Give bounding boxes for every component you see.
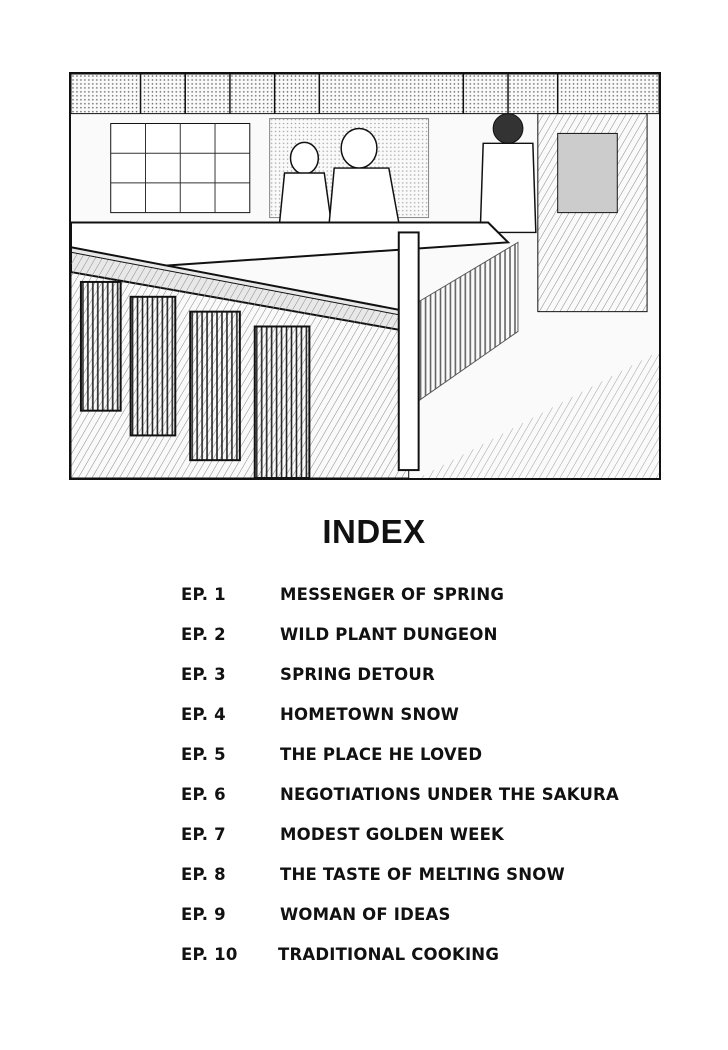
episode-title: THE PLACE HE LOVED <box>280 745 483 764</box>
episode-number: EP. 2 <box>181 625 226 644</box>
episode-number: EP. 10 <box>181 945 238 964</box>
episode-title: SPRING DETOUR <box>280 665 435 684</box>
index-heading: INDEX <box>322 513 426 550</box>
episode-title: MODEST GOLDEN WEEK <box>280 825 505 844</box>
episode-number: EP. 1 <box>181 585 226 604</box>
episode-title: MESSENGER OF SPRING <box>280 585 505 604</box>
episode-number: EP. 5 <box>181 745 226 764</box>
episode-number: EP. 8 <box>181 865 226 884</box>
episode-number: EP. 9 <box>181 905 226 924</box>
episode-number: EP. 3 <box>181 665 226 684</box>
episode-number: EP. 6 <box>181 785 226 804</box>
episode-title: HOMETOWN SNOW <box>280 705 460 724</box>
episode-title: TRADITIONAL COOKING <box>278 945 500 964</box>
episode-title: WILD PLANT DUNGEON <box>280 625 498 644</box>
episode-title: THE TASTE OF MELTING SNOW <box>280 865 565 884</box>
episode-number: EP. 4 <box>181 705 226 724</box>
restaurant-interior-illustration <box>69 72 661 480</box>
episode-title: NEGOTIATIONS UNDER THE SAKURA <box>280 785 619 804</box>
episode-number: EP. 7 <box>181 825 226 844</box>
episode-title: WOMAN OF IDEAS <box>280 905 451 924</box>
